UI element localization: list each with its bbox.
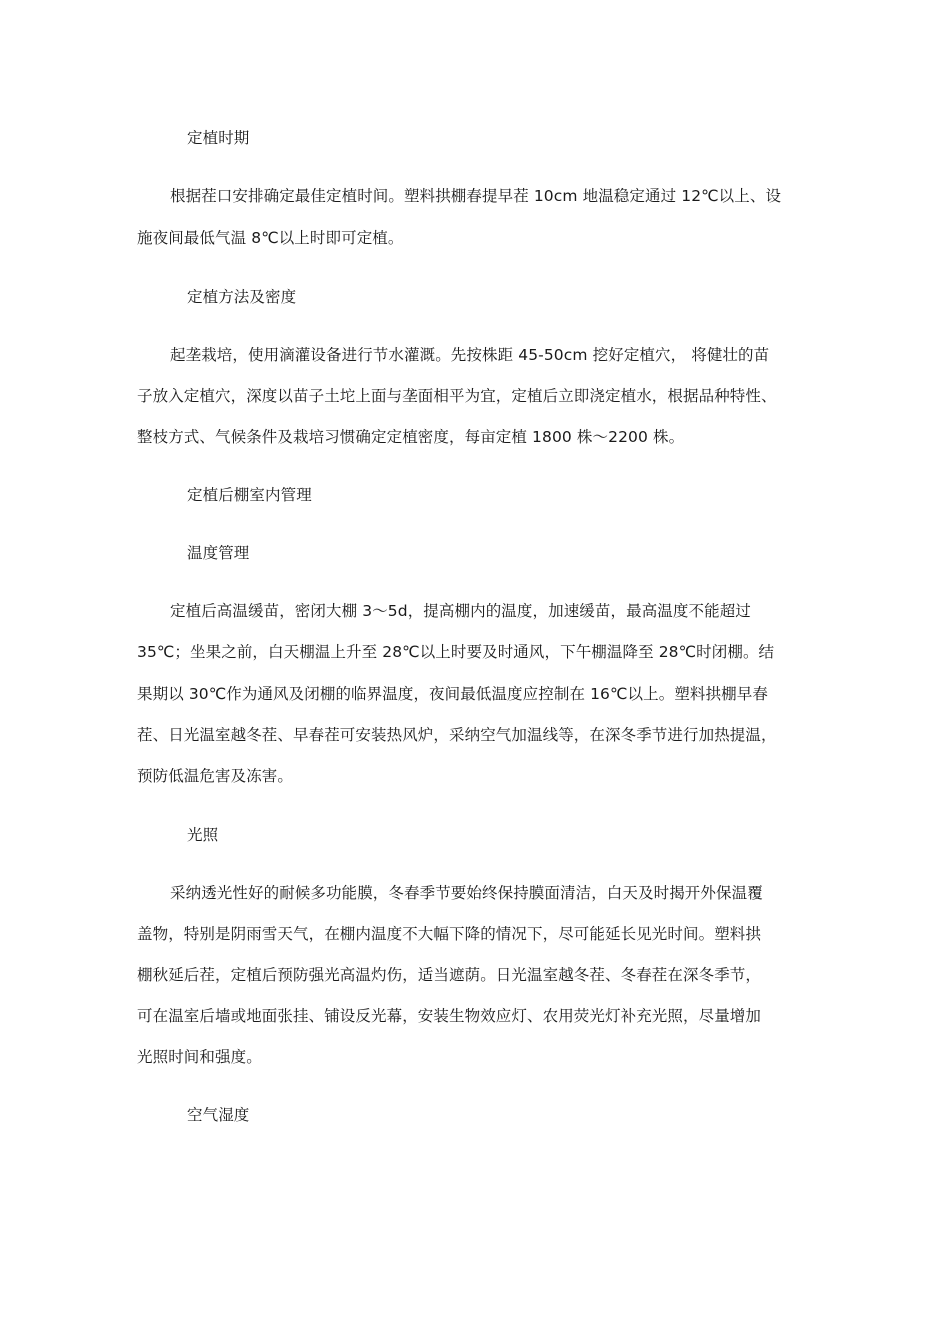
paragraph-line: 盖物，特别是阴雨雪天气，在棚内温度不大幅下降的情况下，尽可能延长见光时间。塑料拱 xyxy=(137,925,762,943)
paragraph-line: 茬、日光温室越冬茬、早春茬可安装热风炉，采纳空气加温线等，在深冬季节进行加热提温， xyxy=(137,726,777,744)
paragraph-line: 采纳透光性好的耐候多功能膜，冬春季节要始终保持膜面清洁，白天及时揭开外保温覆 xyxy=(170,884,763,902)
paragraph-line: 可在温室后墙或地面张挂、铺设反光幕，安装生物效应灯、农用荧光灯补充光照，尽量增加 xyxy=(137,1007,762,1025)
paragraph-line: 起垄栽培，使用滴灌设备进行节水灌溉。先按株距 45-50cm 挖好定植穴， 将健壮的苗 xyxy=(170,346,770,364)
paragraph-line: 光照时间和强度。 xyxy=(137,1048,262,1066)
paragraph-line: 果期以 30℃作为通风及闭棚的临界温度，夜间最低温度应控制在 16℃以上。塑料拱棚早春 xyxy=(137,685,768,703)
heading-air-humidity: 空气湿度 xyxy=(187,1106,250,1124)
paragraph-line: 子放入定植穴，深度以苗子土坨上面与垄面相平为宜，定植后立即浇定植水，根据品种特性、 xyxy=(137,387,777,405)
paragraph-line: 35℃；坐果之前，白天棚温上升至 28℃以上时要及时通风，下午棚温降至 28℃时闭棚。结 xyxy=(137,643,775,661)
paragraph-line: 施夜间最低气温 8℃以上时即可定植。 xyxy=(137,229,404,247)
paragraph-line: 根据茬口安排确定最佳定植时间。塑料拱棚春提早茬 10cm 地温稳定通过 12℃以上、设 xyxy=(170,187,782,205)
heading-greenhouse-management: 定植后棚室内管理 xyxy=(187,486,312,504)
paragraph-line: 整枝方式、气候条件及栽培习惯确定定植密度，每亩定植 1800 株～2200 株。 xyxy=(137,428,685,446)
paragraph-line: 预防低温危害及冻害。 xyxy=(137,767,294,785)
paragraph-line: 棚秋延后茬，定植后预防强光高温灼伤，适当遮荫。日光温室越冬茬、冬春茬在深冬季节， xyxy=(137,966,762,984)
heading-planting-period: 定植时期 xyxy=(187,129,250,147)
heading-temperature-management: 温度管理 xyxy=(187,544,250,562)
heading-planting-method: 定植方法及密度 xyxy=(187,288,297,306)
heading-lighting: 光照 xyxy=(187,826,219,844)
paragraph-line: 定植后高温缓苗，密闭大棚 3～5d，提高棚内的温度，加速缓苗，最高温度不能超过 xyxy=(170,602,751,620)
